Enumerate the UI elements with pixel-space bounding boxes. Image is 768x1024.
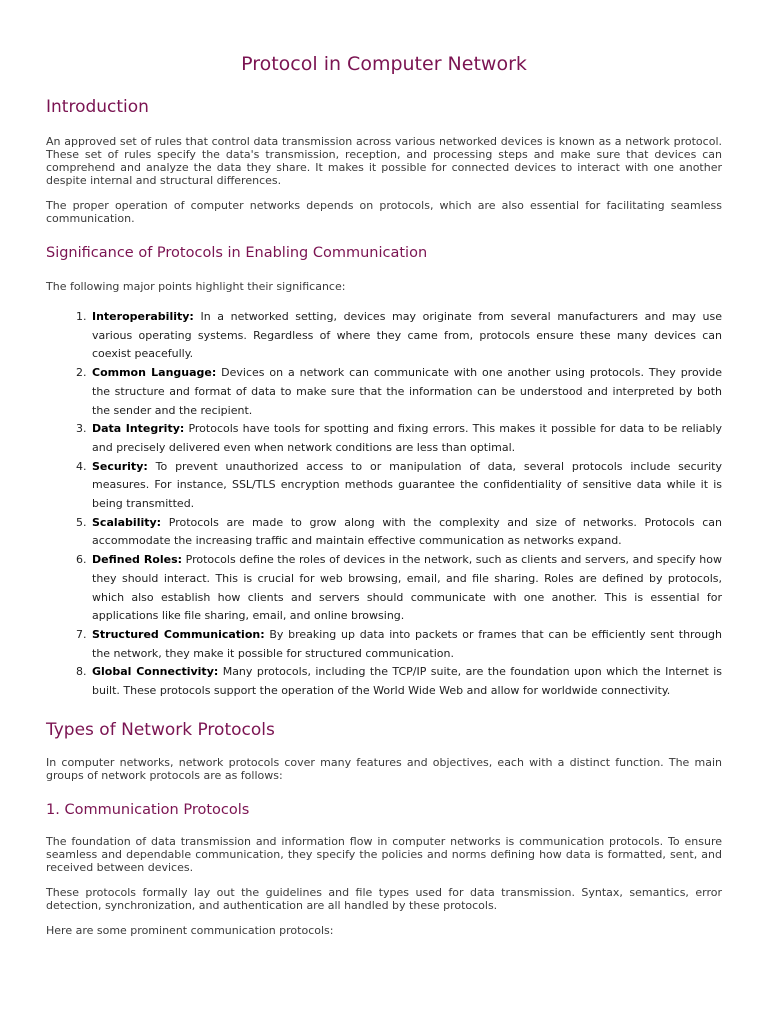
- list-item-text: By breaking up data into packets or frames that can be efficiently sent through the network, they make it possible for structured communication.: [92, 627, 722, 660]
- list-item-term: Data Integrity:: [92, 422, 185, 436]
- list-item: [90, 364, 722, 420]
- types-heading: Types of Network Protocols: [46, 719, 275, 740]
- list-item: [90, 458, 722, 514]
- list-item-text: Devices on a network can communicate with one another using protocols. They provide the structure and format of data to make sure that the information can be understood and interpreted by both the sender and the recipient.: [92, 366, 722, 417]
- list-item-term: Interoperability:: [92, 310, 194, 323]
- significance-lead: The following major points highlight their significance:: [46, 280, 346, 293]
- intro-paragraph-2: The proper operation of computer networks depends on protocols, which are also essential for facilitating seamless communication.: [46, 199, 722, 225]
- intro-heading: Introduction: [46, 97, 149, 117]
- list-item-term: Security:: [92, 459, 148, 473]
- list-item-term: Defined Roles:: [92, 553, 183, 567]
- types-paragraph: In computer networks, network protocols cover many features and objectives, each with a distinct function. The main groups of network protocols are as follows:: [46, 755, 722, 782]
- communication-paragraph-1: The foundation of data transmission and information flow in computer networks is communication protocols. To ensure seamless and dependable communication, they specify the policies and norms defining how data is formatted, sent, and received between devices.: [46, 834, 722, 874]
- list-item: [90, 308, 722, 364]
- list-item-text: In a networked setting, devices may originate from several manufacturers and may use various operating systems. Regardless of where they came from, protocols ensure these many devices can coexist peacefully.: [92, 310, 722, 361]
- list-item-text: Protocols define the roles of devices in the network, such as clients and servers, and specify how they should interact. This is crucial for web browsing, email, and file sharing. Roles are defined by protocols, which also establish how clients and servers should communicate with one another. This is essential for applications like file sharing, email, and online browsing.: [92, 553, 722, 623]
- communication-paragraph-3: Here are some prominent communication protocols:: [46, 923, 334, 937]
- list-item: [90, 420, 722, 457]
- intro-paragraph-1: An approved set of rules that control data transmission across various networked devices is known as a network protocol. These set of rules specify the data's transmission, reception, and processing steps and make sure that devices can comprehend and analyze the data they share. It makes it possible for connected devices to interact with one another despite internal and structural differences.: [46, 135, 722, 187]
- list-item: [90, 626, 722, 663]
- list-item: [90, 514, 722, 551]
- list-item-term: Scalability:: [92, 515, 162, 529]
- list-item-text: Protocols are made to grow along with the complexity and size of networks. Protocols can accommodate the increasing traffic and maintain effective communication as networks expand.: [92, 515, 722, 548]
- list-item: [90, 663, 722, 700]
- list-item: [90, 551, 722, 626]
- document-title: Protocol in Computer Network: [241, 53, 527, 75]
- communication-paragraph-2: These protocols formally lay out the guidelines and file types used for data transmission. Syntax, semantics, error detection, synchronization, and authentication are all handled by these protocols.: [46, 885, 722, 912]
- list-item-text: Many protocols, including the TCP/IP suite, are the foundation upon which the Internet is built. These protocols support the operation of the World Wide Web and allow for worldwide connectivity.: [92, 665, 722, 698]
- list-item-text: Protocols have tools for spotting and fixing errors. This makes it possible for data to be reliably and precisely delivered even when network conditions are less than optimal.: [92, 422, 722, 454]
- list-item-term: Common Language:: [92, 366, 217, 380]
- communication-heading: 1. Communication Protocols: [46, 801, 250, 818]
- list-item-term: Global Connectivity:: [92, 665, 219, 679]
- list-item-term: Structured Communication:: [92, 627, 265, 641]
- significance-list: [46, 308, 722, 701]
- list-item-text: To prevent unauthorized access to or manipulation of data, several protocols include security measures. For instance, SSL/TLS encryption methods guarantee the confidentiality of sensitive data while it is being transmitted.: [92, 459, 722, 511]
- significance-heading: Significance of Protocols in Enabling Communication: [46, 245, 428, 261]
